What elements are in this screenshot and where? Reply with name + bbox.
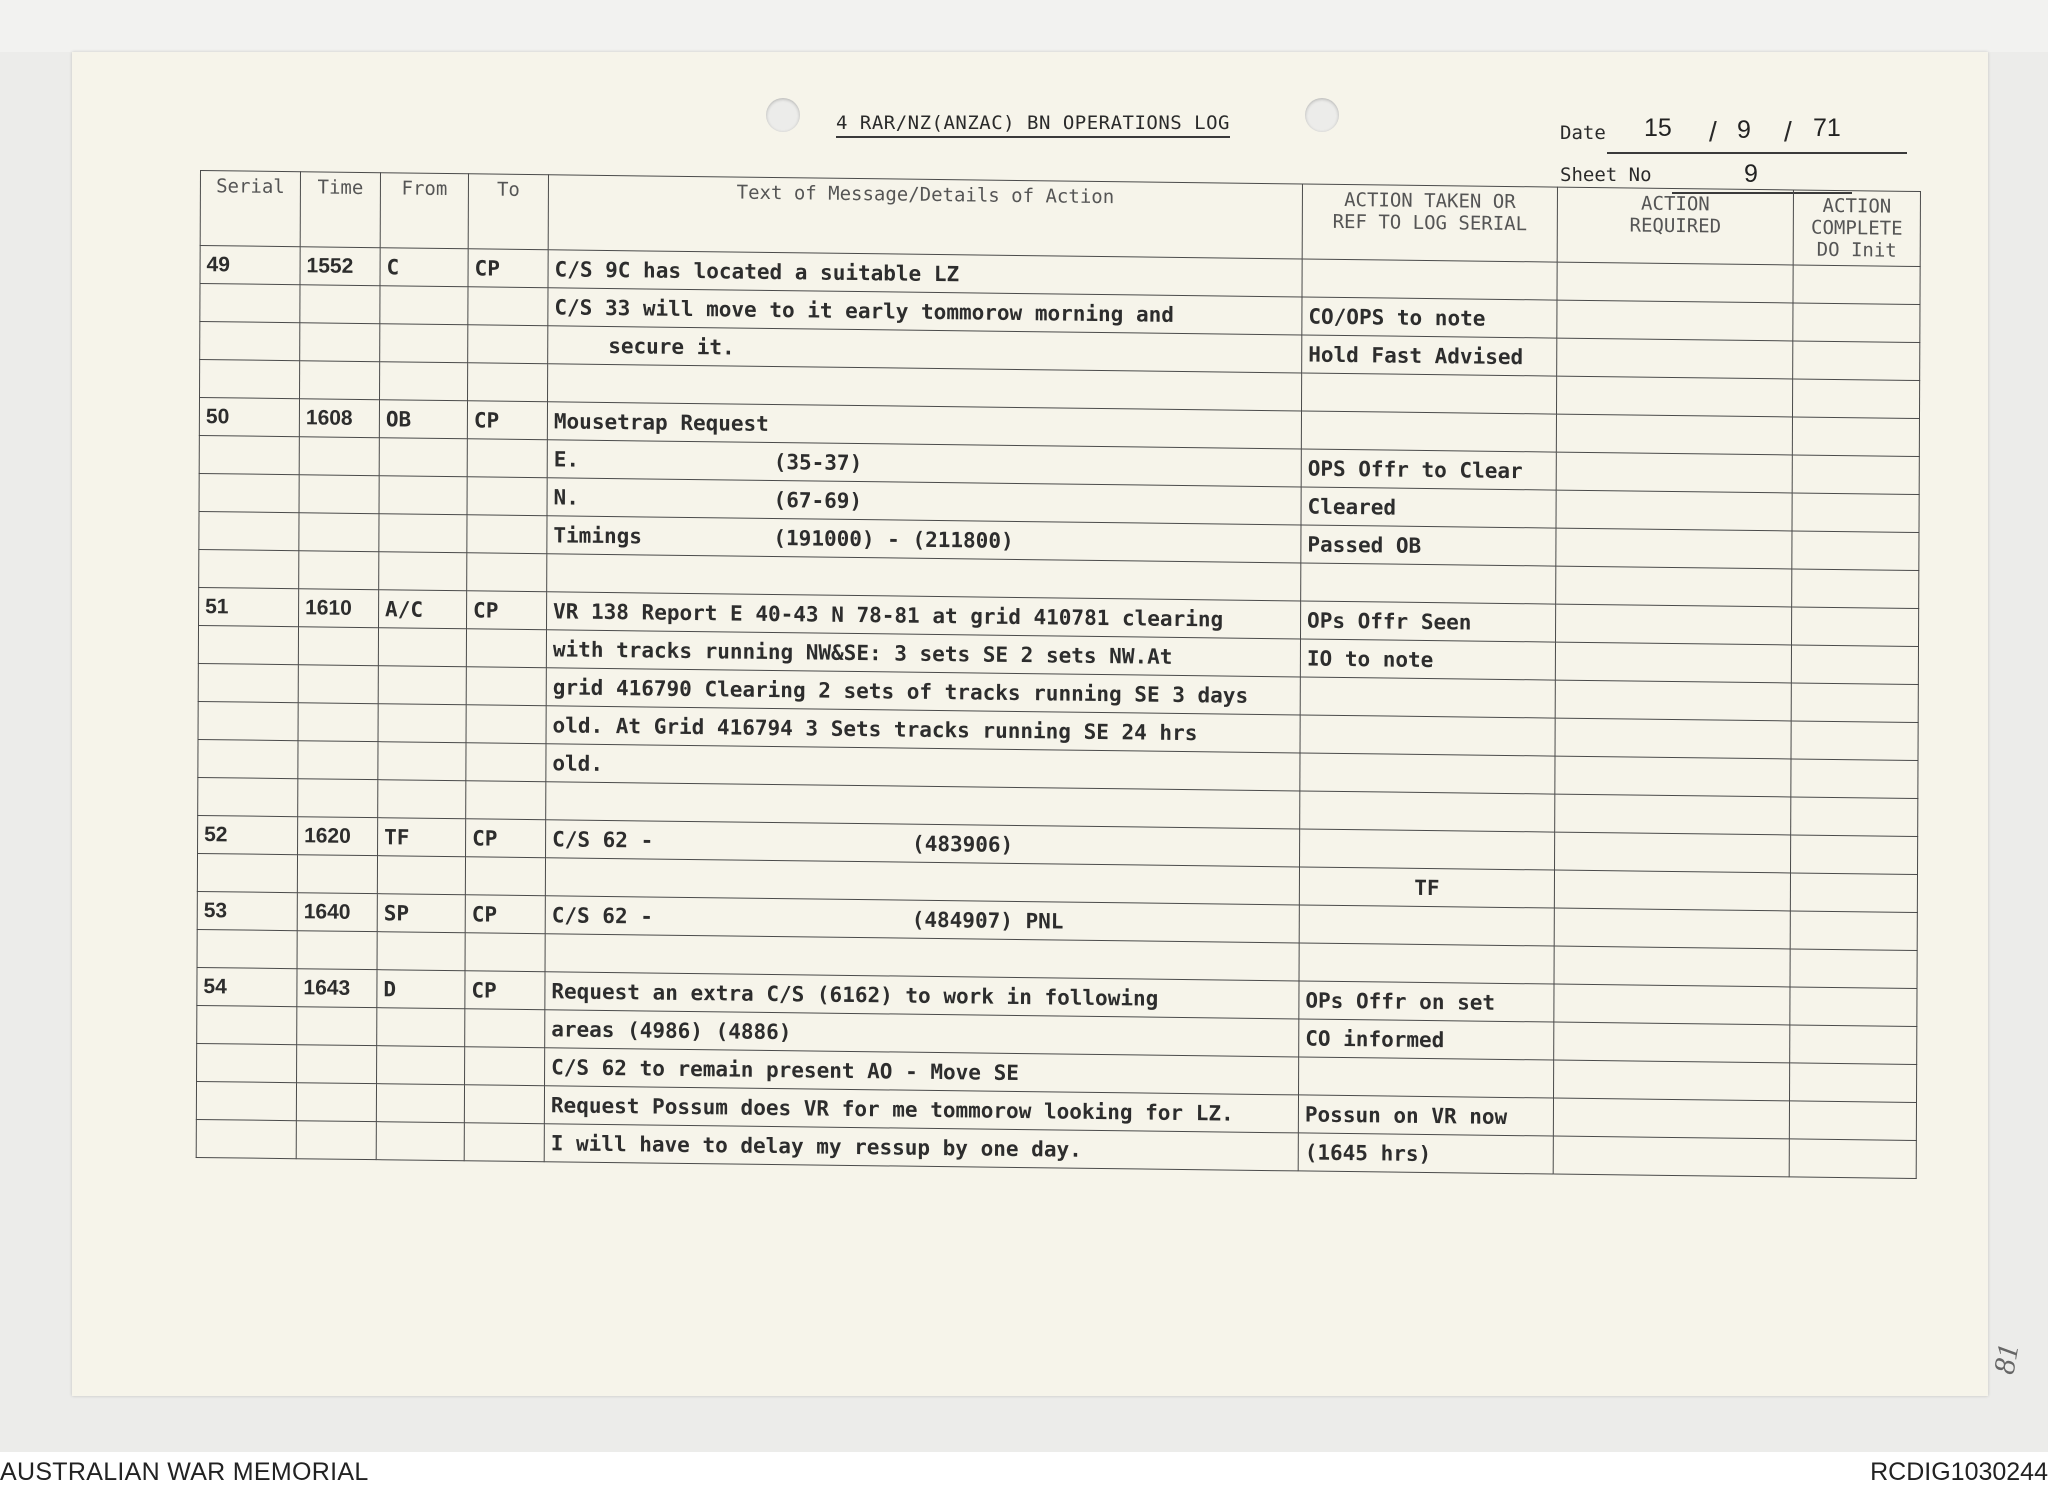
to-cell: CP (465, 971, 545, 1010)
col-serial: Serial (200, 171, 300, 247)
from-cell: SP (377, 894, 465, 933)
action-taken-cell: OPs Offr on set (1299, 981, 1554, 1022)
date-separator: / (1709, 116, 1717, 147)
message-line: C/S 62 to remain present AO - Move SE (545, 1048, 1299, 1095)
serial-cell: 53 (197, 891, 297, 930)
to-cell: CP (468, 249, 548, 288)
grid-value: (35-37) (773, 449, 863, 475)
action-initials: TF (1414, 875, 1440, 900)
sheet-number: 9 (1744, 160, 1758, 188)
serial-cell: 49 (200, 246, 300, 285)
to-cell: CP (467, 401, 547, 440)
action-taken-cell: IO to note (1300, 639, 1555, 680)
message-line: Mousetrap Request (547, 402, 1301, 449)
col-action-required (1557, 187, 1793, 265)
message-line: secure it. (548, 326, 1302, 373)
date-day: 15 (1644, 114, 1672, 142)
date-year: 71 (1813, 114, 1841, 142)
serial-cell: 50 (199, 397, 299, 436)
col-action-complete-line3: DO Init (1816, 238, 1897, 262)
action-taken-cell: Hold Fast Advised (1302, 335, 1557, 376)
col-action-taken (1302, 184, 1557, 262)
to-cell: CP (465, 895, 545, 934)
date-label: Date (1560, 122, 1606, 144)
col-time: Time (300, 172, 380, 248)
punch-hole-left (766, 98, 800, 132)
grid-reference: (483906) (912, 831, 1014, 857)
grid-value: (191000) - (211800) (773, 525, 1014, 553)
folio-number: 81 (1987, 1341, 2026, 1377)
to-cell: CP (467, 591, 547, 630)
log-sheet (72, 52, 2026, 1396)
col-action-complete (1793, 190, 1920, 267)
time-cell: 1608 (299, 399, 379, 438)
grid-label: Timings (553, 522, 642, 548)
archive-item-id: RCDIG1030244 (1870, 1458, 2048, 1486)
from-cell: A/C (379, 590, 467, 629)
time-cell: 1643 (297, 969, 377, 1008)
from-cell: TF (378, 818, 466, 857)
log-title: 4 RAR/NZ(ANZAC) BN OPERATIONS LOG (836, 112, 1230, 138)
message-line: Request Possum does VR for me tommorow looking for LZ. (544, 1086, 1298, 1133)
message-line: old. (546, 744, 1300, 791)
from-cell: D (377, 970, 465, 1009)
grid-label: N. (553, 484, 579, 510)
col-text: Text of Message/Details of Action (548, 175, 1302, 259)
action-taken-cell: (1645 hrs) (1298, 1133, 1553, 1174)
col-from: From (380, 173, 468, 249)
time-cell: 1640 (297, 893, 377, 932)
date-underline (1607, 152, 1907, 154)
message-line: with tracks running NW&SE: 3 sets SE 2 sets NW.At (546, 630, 1300, 677)
operations-log-table (196, 170, 1921, 1179)
action-taken-cell: Cleared (1301, 487, 1556, 528)
message-line: areas (4986) (4886) (545, 1010, 1299, 1057)
date-month: 9 (1737, 116, 1751, 144)
message-line: grid 416790 Clearing 2 sets of tracks running SE 3 days (546, 668, 1300, 715)
action-taken-cell (1302, 259, 1557, 300)
action-taken-cell: CO/OPS to note (1302, 297, 1557, 338)
col-action-required-line2: REQUIRED (1629, 214, 1722, 238)
col-action-taken-line2: REF TO LOG SERIAL (1332, 210, 1528, 236)
message-callsign: C/S 62 - (552, 826, 654, 853)
date-separator: / (1784, 116, 1792, 147)
serial-cell: 52 (198, 815, 298, 854)
sheet-label: Sheet No (1560, 164, 1652, 186)
col-to: To (468, 174, 548, 250)
scan-top-band (0, 0, 2048, 52)
col-action-required-line1: ACTION (1641, 192, 1710, 216)
grid-label: E. (553, 446, 580, 472)
punch-hole-right (1305, 98, 1339, 132)
action-taken-cell: Passed OB (1301, 525, 1556, 566)
log-table-wrapper (195, 170, 1920, 1316)
grid-reference: (484907) PNL (911, 907, 1064, 934)
serial-cell: 54 (197, 967, 297, 1006)
col-action-complete-line1: ACTION (1822, 194, 1892, 218)
col-action-taken-line1: ACTION TAKEN OR (1344, 188, 1516, 214)
action-required-cell (1557, 262, 1793, 303)
message-line: C/S 9C has located a suitable LZ (548, 250, 1302, 297)
archive-name: AUSTRALIAN WAR MEMORIAL (0, 1458, 369, 1486)
time-cell: 1620 (298, 817, 378, 856)
time-cell: 1610 (299, 589, 379, 628)
action-taken-cell: Possun on VR now (1298, 1095, 1553, 1136)
message-line: C/S 33 will move to it early tommorow morning and (548, 288, 1302, 335)
action-taken-cell: OPs Offr Seen (1301, 601, 1556, 642)
action-taken-cell: CO informed (1299, 1019, 1554, 1060)
message-callsign: C/S 62 - (551, 902, 653, 929)
col-action-complete-line2: COMPLETE (1811, 216, 1903, 240)
time-cell: 1552 (300, 247, 380, 286)
message-line: I will have to delay my ressup by one day. (544, 1124, 1298, 1171)
to-cell: CP (466, 819, 546, 858)
message-line: VR 138 Report E 40-43 N 78-81 at grid 410781 clearing (547, 592, 1301, 639)
grid-value: (67-69) (773, 487, 863, 513)
action-taken-cell: OPS Offr to Clear (1301, 449, 1556, 490)
serial-cell: 51 (199, 587, 299, 626)
message-line: old. At Grid 416794 3 Sets tracks running SE 24 hrs (546, 706, 1300, 753)
from-cell: C (380, 248, 468, 287)
action-taken-cell (1299, 867, 1554, 908)
action-complete-cell (1793, 265, 1920, 305)
message-line: Request an extra C/S (6162) to work in following (545, 972, 1299, 1019)
from-cell: OB (379, 400, 467, 439)
